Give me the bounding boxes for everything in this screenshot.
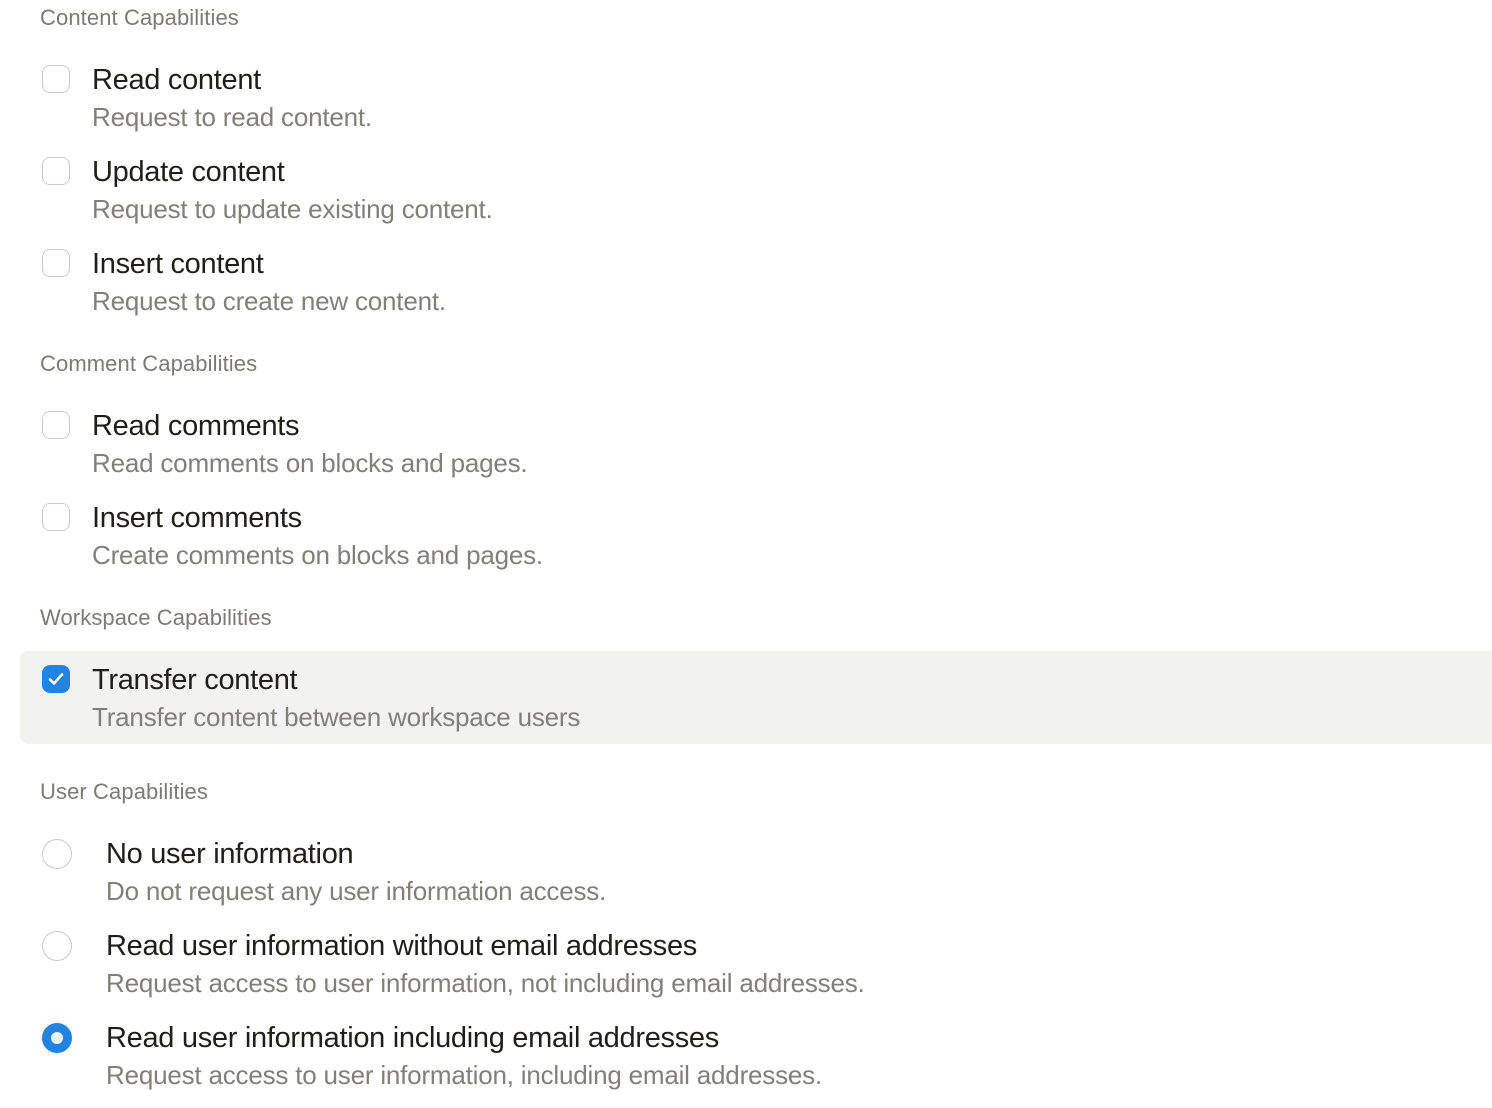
section-title-content-capabilities: Content Capabilities [40, 5, 239, 30]
update-content-checkbox[interactable] [42, 157, 70, 185]
capability-description: Request to read content. [92, 102, 372, 132]
capability-row [20, 408, 1492, 478]
section-title-user-capabilities: User Capabilities [40, 779, 208, 804]
capability-label[interactable]: Read comments [92, 410, 300, 442]
capability-row [20, 154, 1492, 224]
capability-description: Transfer content between workspace users [92, 702, 581, 732]
capability-description: Do not request any user information access. [106, 876, 607, 906]
user-information-including-email-radio[interactable] [42, 1023, 72, 1053]
no-user-information-radio[interactable] [42, 839, 72, 869]
capability-label[interactable]: Read content [92, 64, 261, 96]
capability-description: Read comments on blocks and pages. [92, 448, 528, 478]
section-title-workspace-capabilities: Workspace Capabilities [40, 605, 272, 630]
capability-description: Request to create new content. [92, 286, 446, 316]
insert-content-checkbox[interactable] [42, 249, 70, 277]
capability-row [20, 836, 1492, 906]
capability-row-highlighted [20, 651, 1492, 744]
capability-label[interactable]: Update content [92, 156, 285, 188]
capability-description: Request to update existing content. [92, 194, 493, 224]
capability-label[interactable]: Read user information including email addresses [106, 1022, 719, 1054]
capability-label[interactable]: Insert content [92, 248, 264, 280]
user-information-without-email-radio[interactable] [42, 931, 72, 961]
checkmark-icon [47, 670, 65, 688]
capability-row [20, 1020, 1492, 1090]
capability-row [20, 62, 1492, 132]
capability-description: Request access to user information, including email addresses. [106, 1060, 822, 1090]
capability-label[interactable]: Insert comments [92, 502, 302, 534]
section-title-comment-capabilities: Comment Capabilities [40, 351, 258, 376]
capability-label[interactable]: Read user information without email addresses [106, 930, 697, 962]
capability-row [20, 500, 1492, 570]
read-comments-checkbox[interactable] [42, 411, 70, 439]
capability-label[interactable]: Transfer content [92, 664, 298, 696]
transfer-content-checkbox[interactable] [42, 665, 70, 693]
read-content-checkbox[interactable] [42, 65, 70, 93]
capability-description: Request access to user information, not including email addresses. [106, 968, 865, 998]
insert-comments-checkbox[interactable] [42, 503, 70, 531]
capability-row [20, 246, 1492, 316]
capability-row [20, 928, 1492, 998]
capability-label[interactable]: No user information [106, 838, 354, 870]
capability-description: Create comments on blocks and pages. [92, 540, 543, 570]
